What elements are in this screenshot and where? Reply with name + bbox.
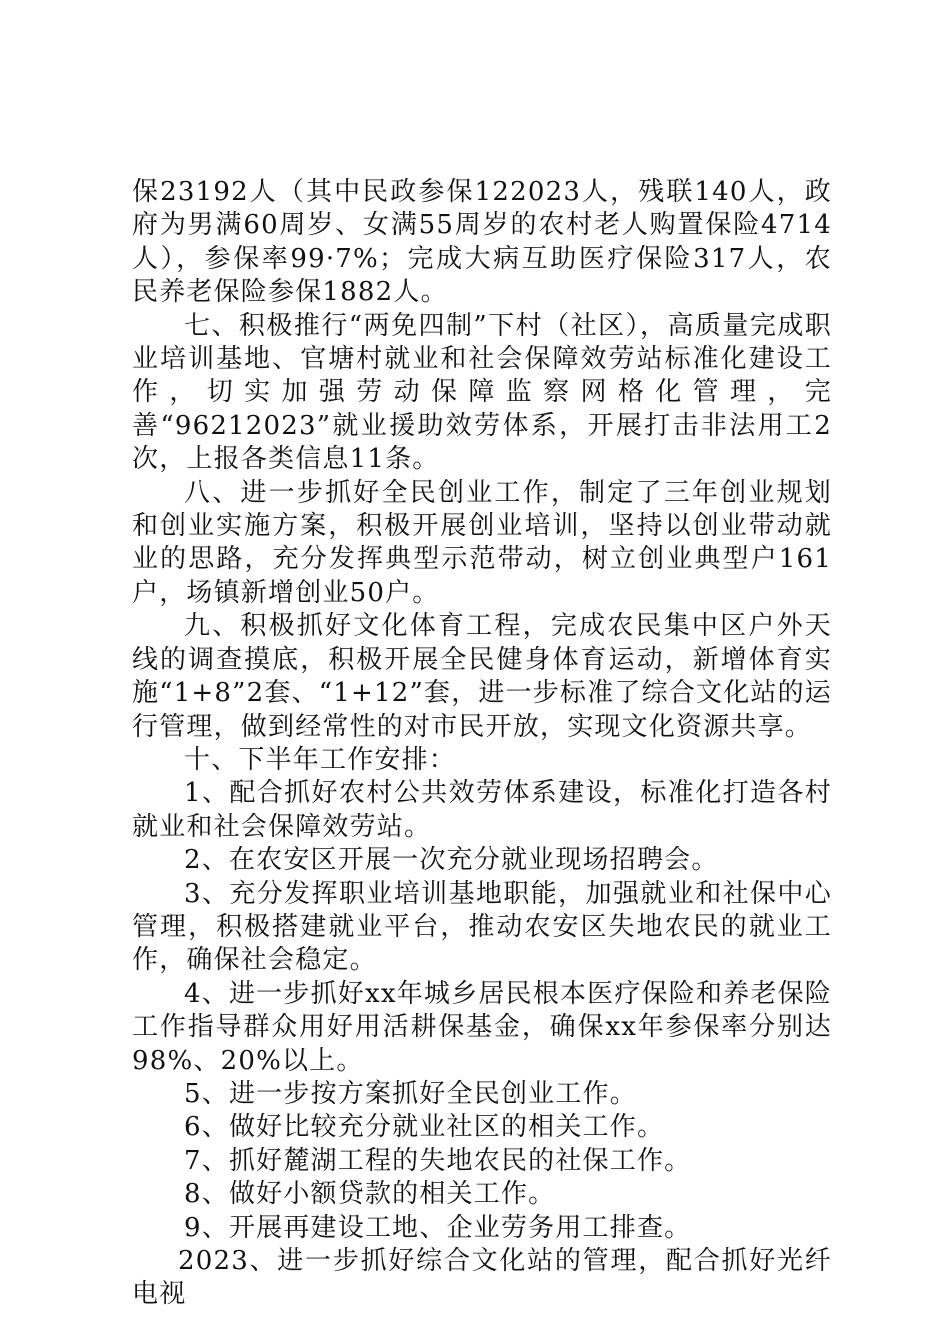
plan-item-7: 7、抓好麓湖工程的失地农民的社保工作。 bbox=[184, 1145, 692, 1176]
plan-item-1: 1、配合抓好农村公共效劳体系建设，标准化打造各村就业和社会保障效劳站。 bbox=[132, 778, 832, 842]
plan-item-4: 4、进一步抓好xx年城乡居民根本医疗保险和养老保险工作指导群众用好用活耕保基金，确保xx年参保率分别达98%、20%以上。 bbox=[132, 978, 832, 1076]
plan-item-2: 2、在农安区开展一次充分就业现场招聘会。 bbox=[184, 845, 719, 876]
plan-item-9: 9、开展再建设工地、企业劳务用工排查。 bbox=[184, 1212, 692, 1243]
plan-item-3: 3、充分发挥职业培训基地职能，加强就业和社保中心管理，积极搭建就业平台，推动农安区失地农民的就业工作，确保社会稳定。 bbox=[132, 878, 832, 976]
paragraph-item-7: 七、积极推行“两免四制”下村（社区），高质量完成职业培训基地、官塘村就业和社会保障效劳站标准化建设工作，切实加强劳动保障监察网格化管理，完善“96212023”就业援助效劳体系，开展打击非法用工2次，上报各类信息11条。 bbox=[132, 310, 832, 475]
paragraph-item-9: 九、积极抓好文化体育工程，完成农民集中区户外天线的调查摸底，积极开展全民健身体育运动，新增体育实施“1+8”2套、“1+12”套，进一步标准了综合文化站的运行管理，做到经常性的对市民开放，实现文化资源共享。 bbox=[132, 611, 832, 742]
paragraph-item-10-heading: 十、下半年工作安排： bbox=[184, 744, 457, 775]
plan-item-6: 6、做好比较充分就业社区的相关工作。 bbox=[184, 1112, 665, 1143]
document-body bbox=[132, 176, 832, 1312]
plan-item-10: 2023、进一步抓好综合文化站的管理，配合抓好光纤电视 bbox=[132, 1246, 832, 1310]
paragraph-insurance-stats: 保23192人（其中民政参保122023人，残联140人，政府为男满60周岁、女满55周岁的农村老人购置保险4714人），参保率99·7%；完成大病互助医疗保险317人，农民养老保险参保1882人。 bbox=[132, 177, 832, 308]
paragraph-item-8: 八、进一步抓好全民创业工作，制定了三年创业规划和创业实施方案，积极开展创业培训，坚持以创业带动就业的思路，充分发挥典型示范带动，树立创业典型户161户，场镇新增创业50户。 bbox=[132, 477, 832, 608]
plan-item-5: 5、进一步按方案抓好全民创业工作。 bbox=[184, 1078, 637, 1109]
plan-item-8: 8、做好小额贷款的相关工作。 bbox=[184, 1179, 556, 1210]
